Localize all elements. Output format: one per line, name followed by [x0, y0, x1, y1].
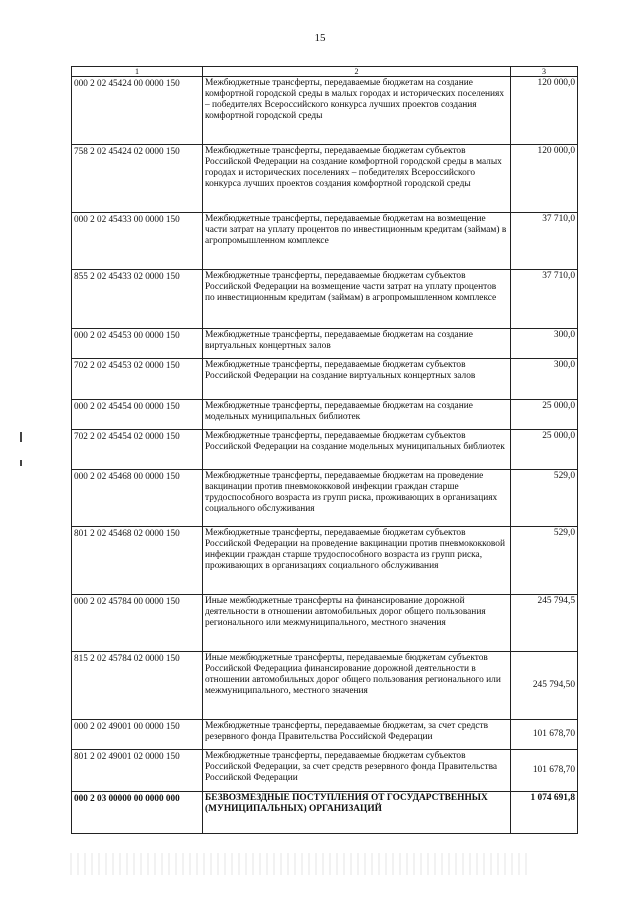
row-code: 000 2 02 45424 00 0000 150	[72, 77, 203, 145]
row-name: Межбюджетные трансферты, передаваемые бюджетам субъектов Российской Федерации на возмещение части затрат на уплату процентов по инвестиционным кредитам (займам) в агропромышленном комплексе	[203, 270, 511, 329]
scan-noise	[70, 853, 530, 875]
row-name: Межбюджетные трансферты, передаваемые бюджетам субъектов Российской Федерации на создание модельных муниципальных библиотек	[203, 430, 511, 470]
table-row	[72, 470, 578, 527]
row-name: БЕЗВОЗМЕЗДНЫЕ ПОСТУПЛЕНИЯ ОТ ГОСУДАРСТВЕННЫХ (МУНИЦИПАЛЬНЫХ) ОРГАНИЗАЦИЙ	[203, 792, 511, 834]
row-amount: 37 710,0	[511, 213, 578, 270]
row-name: Межбюджетные трансферты, передаваемые бюджетам субъектов Российской Федерации, за счет средств резервного фонда Правительства Российской Федерации	[203, 750, 511, 792]
row-amount: 245 794,5	[511, 595, 578, 652]
row-code: 000 2 03 00000 00 0000 000	[72, 792, 203, 834]
row-code: 000 2 02 49001 00 0000 150	[72, 720, 203, 750]
row-code: 000 2 02 45433 00 0000 150	[72, 213, 203, 270]
row-code: 000 2 02 45454 00 0000 150	[72, 400, 203, 430]
margin-mark	[20, 432, 22, 442]
page-number: 15	[314, 32, 326, 44]
row-code: 000 2 02 45784 00 0000 150	[72, 595, 203, 652]
table-row	[72, 527, 578, 595]
column-header-name: 2	[203, 67, 511, 77]
column-header-amount: 3	[511, 67, 578, 77]
row-name: Межбюджетные трансферты, передаваемые бюджетам на создание модельных муниципальных библиотек	[203, 400, 511, 430]
row-name: Межбюджетные трансферты, передаваемые бюджетам на создание комфортной городской среды в малых городах и исторических поселениях – победителях Всероссийского конкурса лучших проектов создания комфортной городской среды	[203, 77, 511, 145]
row-code: 855 2 02 45433 02 0000 150	[72, 270, 203, 329]
table-row	[72, 430, 578, 470]
row-amount: 245 794,50	[511, 652, 578, 720]
row-code: 702 2 02 45454 02 0000 150	[72, 430, 203, 470]
row-amount: 25 000,0	[511, 400, 578, 430]
row-name: Иные межбюджетные трансферты на финансирование дорожной деятельности в отношении автомобильных дорог общего пользования регионального или межмуниципального, местного значения	[203, 595, 511, 652]
row-name: Межбюджетные трансферты, передаваемые бюджетам субъектов Российской Федерации на создание виртуальных концертных залов	[203, 359, 511, 400]
row-name: Межбюджетные трансферты, передаваемые бюджетам на возмещение части затрат на уплату процентов по инвестиционным кредитам (займам) в агропромышленном комплексе	[203, 213, 511, 270]
row-amount: 1 074 691,8	[511, 792, 578, 834]
column-header-code: 1	[72, 67, 203, 77]
row-name: Межбюджетные трансферты, передаваемые бюджетам субъектов Российской Федерации на проведение вакцинации против пневмококковой инфекции граждан старше трудоспособного возраста из групп риска, проживающих в организациях социального обслуживания	[203, 527, 511, 595]
table-row	[72, 720, 578, 750]
table-header-row	[72, 67, 578, 77]
row-code: 801 2 02 49001 02 0000 150	[72, 750, 203, 792]
table-row	[72, 270, 578, 329]
table-row	[72, 145, 578, 213]
row-code: 815 2 02 45784 02 0000 150	[72, 652, 203, 720]
table-row	[72, 77, 578, 145]
table-row	[72, 329, 578, 359]
table-row-total	[72, 792, 578, 834]
row-amount: 37 710,0	[511, 270, 578, 329]
row-name: Иные межбюджетные трансферты, передаваемые бюджетам субъектов Российской Федерацииа финансирование дорожной деятельности в отношении автомобильных дорог общего пользования регионального или межмуниципального, местного значения	[203, 652, 511, 720]
row-name: Межбюджетные трансферты, передаваемые бюджетам на проведение вакцинации против пневмококковой инфекции граждан старше трудоспособного возраста из групп риска, проживающих в организациях социального обслуживания	[203, 470, 511, 527]
table-row	[72, 652, 578, 720]
row-code: 758 2 02 45424 02 0000 150	[72, 145, 203, 213]
row-code: 801 2 02 45468 02 0000 150	[72, 527, 203, 595]
table-row	[72, 595, 578, 652]
margin-mark	[20, 460, 22, 466]
row-code: 702 2 02 45453 02 0000 150	[72, 359, 203, 400]
row-amount: 300,0	[511, 359, 578, 400]
row-amount: 25 000,0	[511, 430, 578, 470]
row-amount: 120 000,0	[511, 77, 578, 145]
row-amount: 300,0	[511, 329, 578, 359]
row-amount: 529,0	[511, 470, 578, 527]
table-row	[72, 359, 578, 400]
row-amount: 120 000,0	[511, 145, 578, 213]
row-name: Межбюджетные трансферты, передаваемые бюджетам субъектов Российской Федерации на создание комфортной городской среды в малых городах и исторических поселениях – победителях Всероссийского конкурса лучших проектов создания комфортной городской среды	[203, 145, 511, 213]
row-amount: 101 678,70	[511, 750, 578, 792]
row-code: 000 2 02 45453 00 0000 150	[72, 329, 203, 359]
table-row	[72, 750, 578, 792]
table-row	[72, 400, 578, 430]
row-name: Межбюджетные трансферты, передаваемые бюджетам, за счет средств резервного фонда Правительства Российской Федерации	[203, 720, 511, 750]
row-code: 000 2 02 45468 00 0000 150	[72, 470, 203, 527]
budget-revenue-table	[71, 66, 578, 834]
table-row	[72, 213, 578, 270]
row-amount: 101 678,70	[511, 720, 578, 750]
row-name: Межбюджетные трансферты, передаваемые бюджетам на создание виртуальных концертных залов	[203, 329, 511, 359]
row-amount: 529,0	[511, 527, 578, 595]
